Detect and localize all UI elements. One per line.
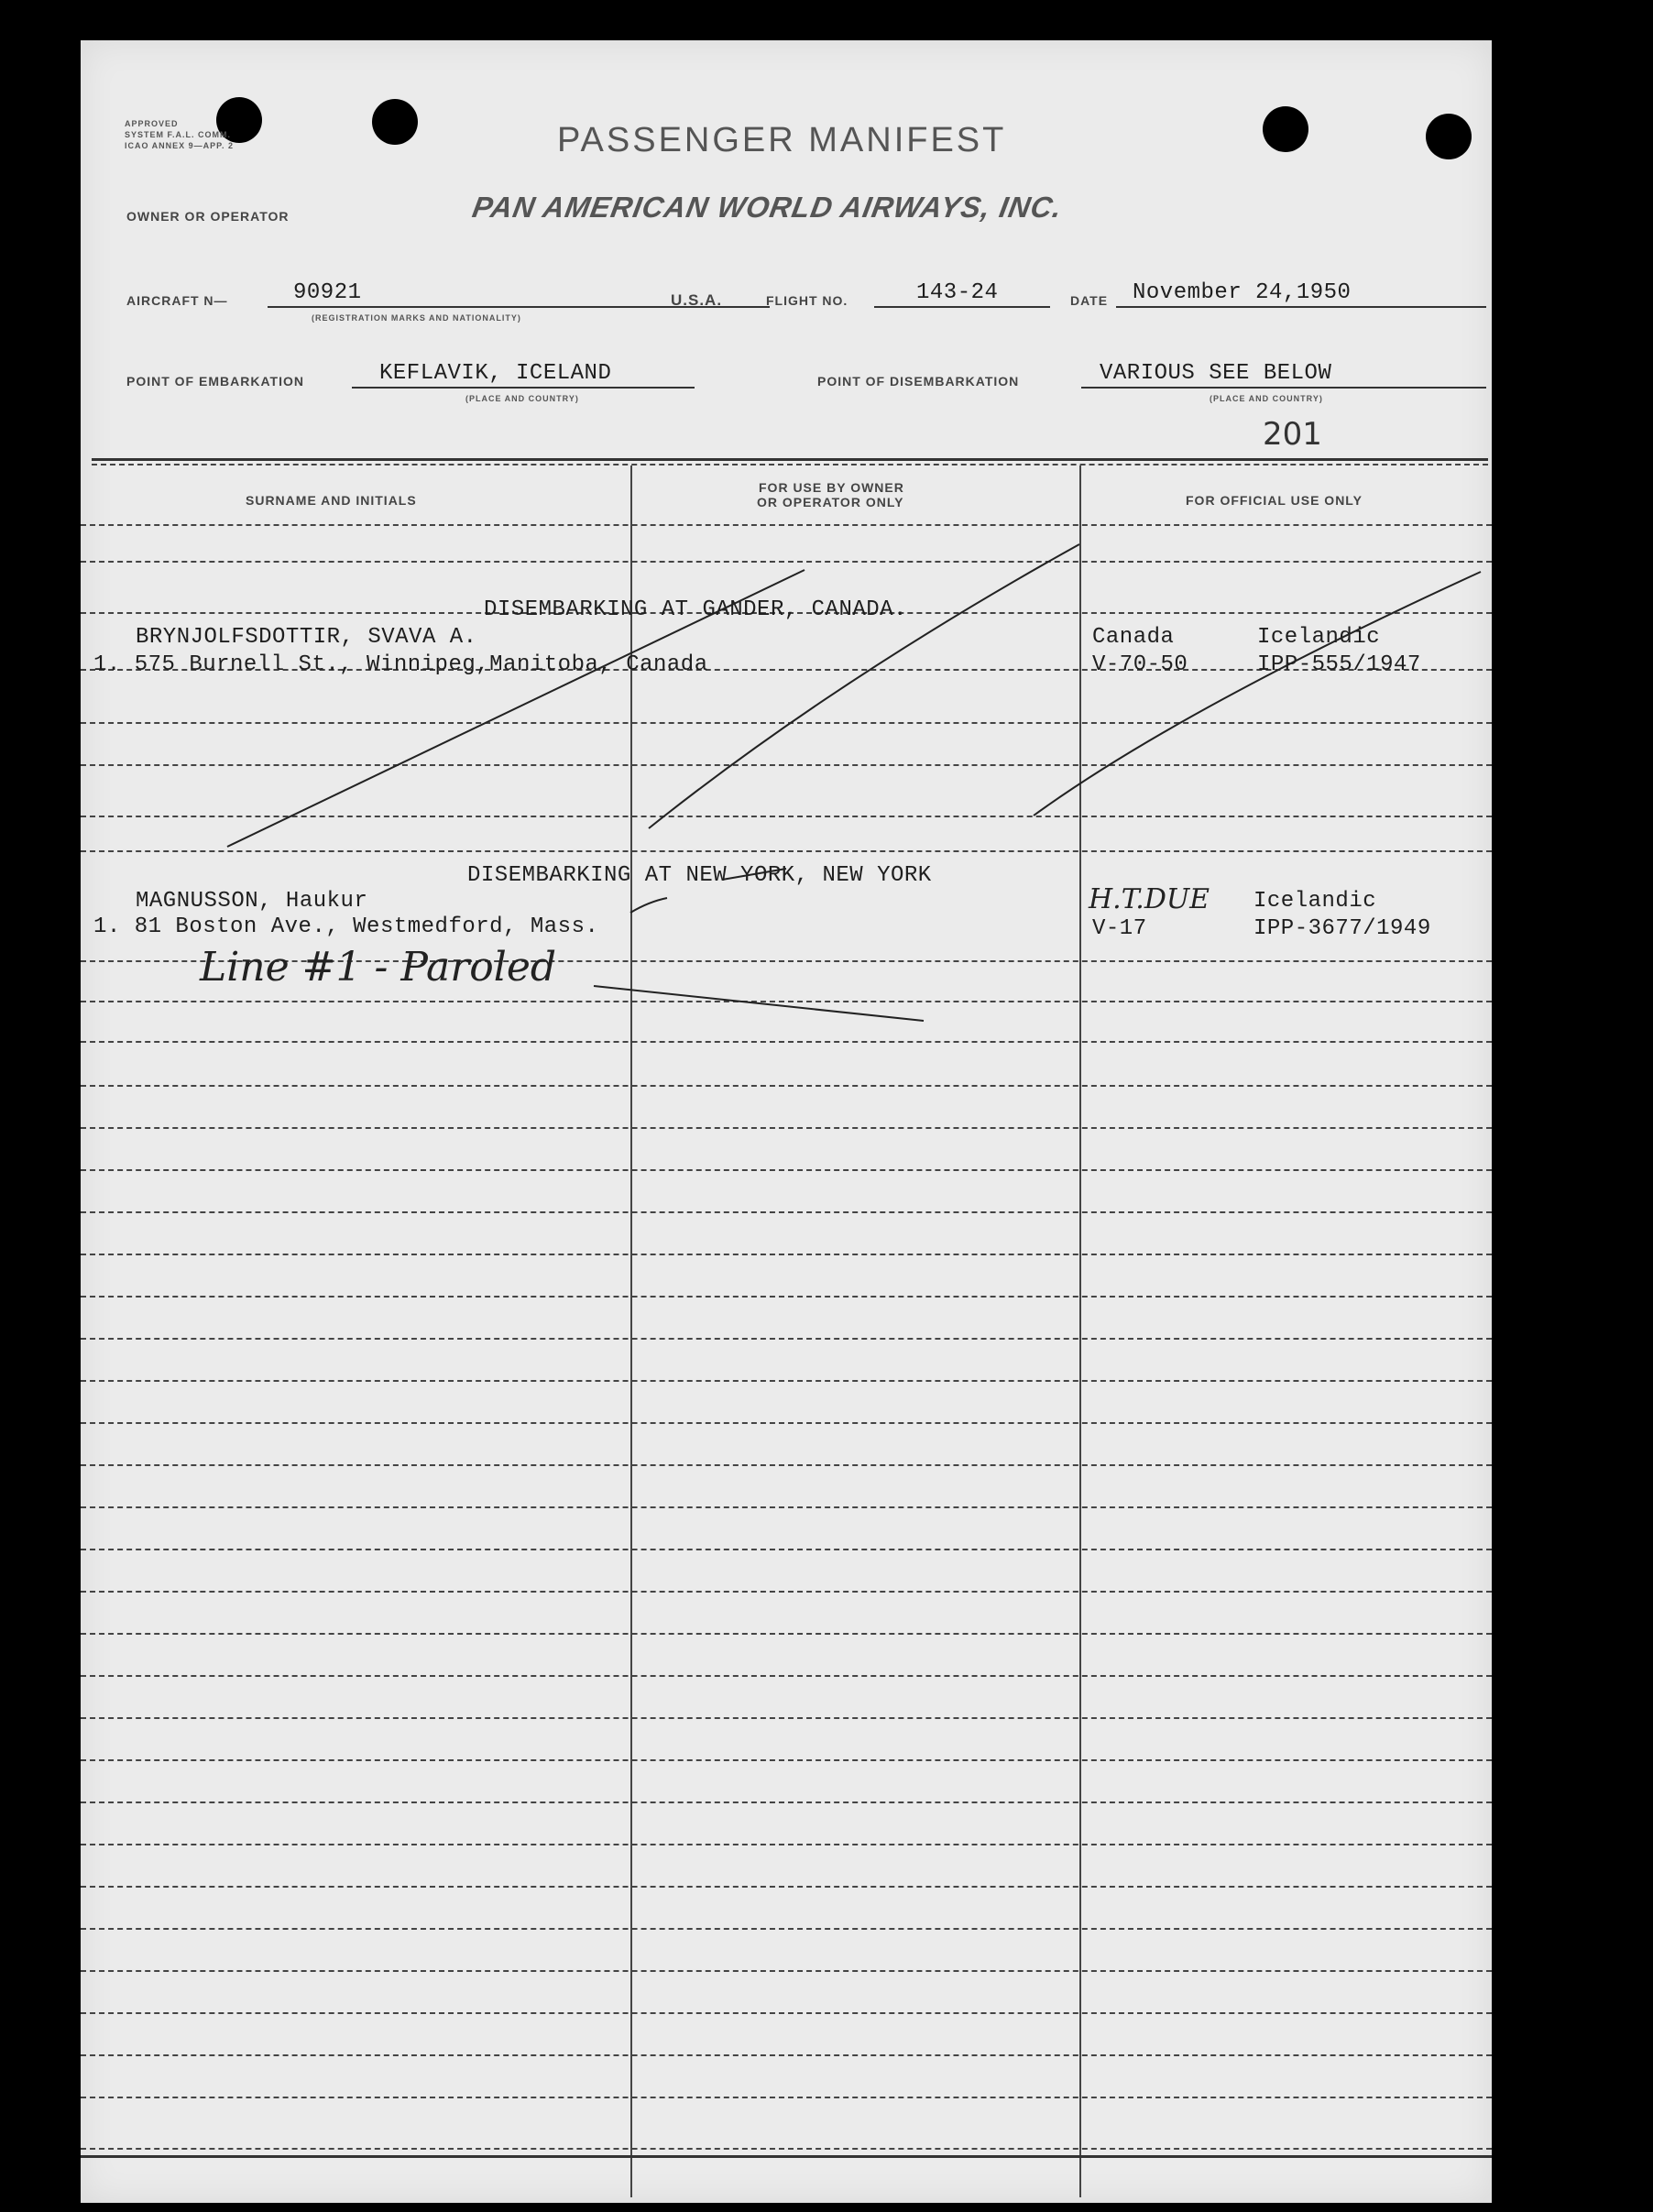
aircraft-caption: (REGISTRATION MARKS AND NATIONALITY) (312, 313, 521, 323)
embark-value: KEFLAVIK, ICELAND (379, 361, 612, 386)
approval-line-2: SYSTEM F.A.L. COMM. (125, 130, 232, 139)
official-entry-2b: IPP-555/1947 (1257, 652, 1421, 677)
page-number: 201 (1263, 416, 1322, 453)
diagonal-strike (227, 570, 805, 847)
col-header-owner-line2: OR OPERATOR ONLY (757, 495, 904, 509)
official-entry-1b: V-70-50 (1092, 652, 1188, 677)
page-title: PASSENGER MANIFEST (557, 121, 1007, 159)
approval-line-3: ICAO ANNEX 9—APP. 2 (125, 141, 235, 150)
disembark-label: POINT OF DISEMBARKATION (817, 374, 1020, 389)
flight-label: FLIGHT NO. (766, 293, 848, 308)
date-value: November 24,1950 (1133, 280, 1352, 305)
date-label: DATE (1070, 293, 1109, 308)
col-header-surname: SURNAME AND INITIALS (246, 493, 417, 508)
embark-caption: (PLACE AND COUNTRY) (465, 394, 579, 403)
flight-value: 143-24 (916, 280, 999, 305)
col-header-official: FOR OFFICIAL USE ONLY (1186, 493, 1363, 508)
footer-rule (81, 2155, 1492, 2158)
operator-name: PAN AMERICAN WORLD AIRWAYS, INC. (469, 191, 1066, 224)
passenger-name: BRYNJOLFSDOTTIR, SVAVA A. (136, 625, 477, 650)
official-entry-1a: H.T.DUE (1089, 883, 1210, 915)
passenger-address: 1. 575 Burnell St., Winnipeg,Manitoba, Canada (93, 652, 708, 677)
strike-through (722, 869, 786, 880)
handwritten-note: Line #1 - Paroled (200, 944, 557, 991)
underline-flourish (594, 986, 924, 1021)
official-entry-2a: Icelandic (1257, 625, 1381, 650)
disembark-caption: (PLACE AND COUNTRY) (1210, 394, 1323, 403)
diagonal-strike (649, 544, 1079, 828)
approval-line-1: APPROVED (125, 119, 179, 128)
manifest-sheet (81, 40, 1492, 2203)
footer-rule (81, 2148, 1492, 2150)
official-entry-1a: Canada (1092, 625, 1175, 650)
usa-label: U.S.A. (671, 291, 723, 309)
section-heading-gander: DISEMBARKING AT GANDER, CANADA. (484, 597, 907, 622)
owner-label: OWNER OR OPERATOR (126, 209, 290, 224)
embark-label: POINT OF EMBARKATION (126, 374, 304, 389)
passenger-address: 1. 81 Boston Ave., Westmedford, Mass. (93, 914, 599, 939)
disembark-value: VARIOUS SEE BELOW (1100, 361, 1332, 386)
aircraft-label: AIRCRAFT N— (126, 293, 228, 308)
official-entry-1b: V-17 (1092, 916, 1147, 941)
passenger-name: MAGNUSSON, Haukur (136, 889, 368, 914)
section-heading-new-york: DISEMBARKING AT NEW YORK, NEW YORK (467, 863, 932, 888)
diagonal-strike (1034, 572, 1481, 816)
pen-strokes (81, 40, 1492, 2203)
col-header-owner-line1: FOR USE BY OWNER (759, 480, 904, 495)
official-entry-2b: IPP-3677/1949 (1253, 916, 1431, 941)
check-stroke (630, 898, 667, 913)
aircraft-value: 90921 (293, 280, 362, 305)
official-entry-2a: Icelandic (1253, 889, 1377, 914)
